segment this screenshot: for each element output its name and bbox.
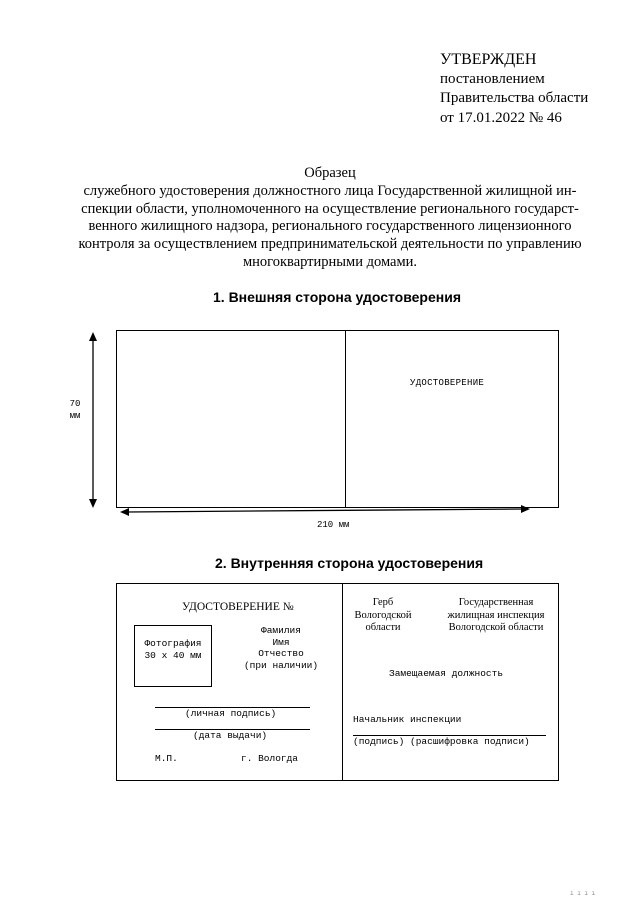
inspection-name: [440, 597, 552, 635]
issue-date-label: (дата выдачи): [193, 730, 268, 741]
city-label: г. Вологда: [241, 753, 299, 764]
document-title: [60, 165, 600, 272]
photo-size: 30 х 40 мм: [144, 650, 202, 661]
coat-line: Вологодской: [354, 609, 412, 621]
approval-date: от 17.01.2022 № 46: [440, 109, 562, 126]
card-fold-divider: [345, 330, 346, 507]
title-line: контроля за осуществлением предпринимательской деятельности по управлению: [78, 236, 582, 253]
position-label: Замещаемая должность: [389, 668, 504, 679]
height-unit: мм: [69, 411, 81, 421]
patronymic-note: (при наличии): [243, 659, 319, 671]
title-line: служебного удостоверения должностного лица Государственной жилищной ин-: [83, 182, 577, 199]
photo-caption: [134, 638, 212, 662]
outer-side-heading: 1. Внешняя сторона удостоверения: [213, 289, 461, 305]
approval-line: Правительства области: [440, 90, 589, 106]
height-dimension-arrow: [86, 332, 100, 508]
outer-side-card: [116, 330, 559, 508]
inspection-line: жилищная инспекция: [447, 609, 545, 621]
scan-marks: ı ı ı ı: [570, 890, 596, 897]
approval-line: постановлением: [440, 70, 545, 87]
title-line: венного жилищного надзора, регионального государственного лицензионного: [88, 218, 572, 235]
width-dimension-label: 210 мм: [317, 520, 350, 530]
first-name-label: Имя: [272, 636, 290, 648]
patronymic-label: Отчество: [258, 648, 304, 659]
height-value: 70: [69, 399, 81, 409]
chief-signature-caption: (подпись) (расшифровка подписи): [353, 736, 530, 747]
chief-label: Начальник инспекции: [353, 714, 462, 725]
height-dimension-label: [66, 398, 84, 422]
photo-label: Фотография: [144, 638, 202, 649]
coat-line: Герб: [372, 597, 394, 608]
inner-side-heading: 2. Внутренняя сторона удостоверения: [215, 555, 484, 571]
approval-block: [440, 50, 588, 128]
surname-label: Фамилия: [261, 625, 301, 636]
name-fields: [236, 625, 326, 671]
width-dimension-arrow: [120, 505, 530, 517]
coat-of-arms-placeholder: [343, 597, 423, 635]
approval-title: УТВЕРЖДЕН: [440, 51, 537, 68]
inner-card-title: УДОСТОВЕРЕНИЕ №: [182, 601, 294, 613]
title-line: многоквартирными домами.: [242, 253, 418, 270]
signature-label: (личная подпись): [185, 708, 277, 719]
coat-line: области: [365, 622, 401, 633]
title-line: Образец: [304, 165, 356, 181]
inspection-line: Государственная: [458, 597, 534, 608]
stamp-place-label: М.П.: [155, 753, 178, 764]
inspection-line: Вологодской области: [448, 622, 544, 633]
outer-card-title: УДОСТОВЕРЕНИЕ: [410, 378, 485, 388]
title-line: спекции области, уполномоченного на осуществление регионального государст-: [81, 200, 579, 217]
